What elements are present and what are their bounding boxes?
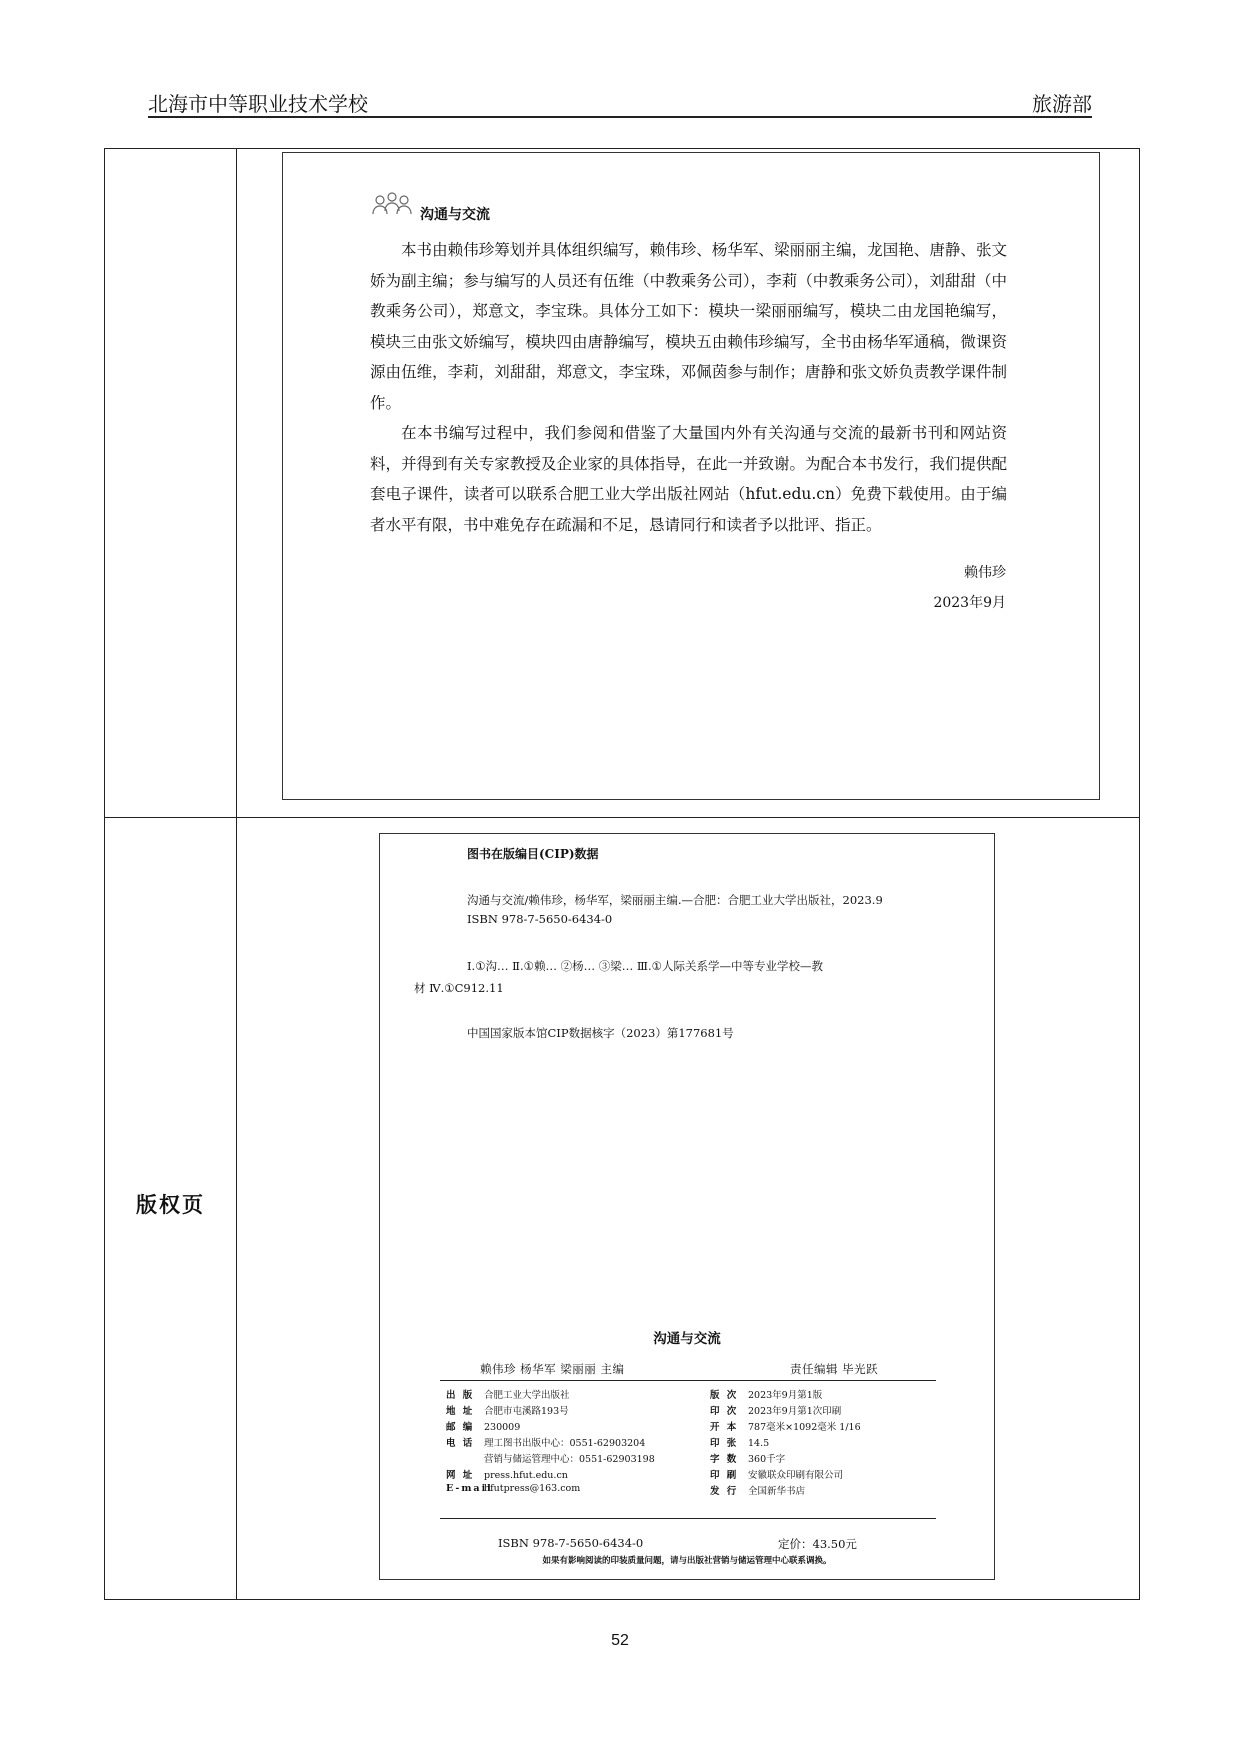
colophon-right-item: 字 数 360千字 xyxy=(710,1454,786,1465)
colophon-left-item: 地 址 合肥市屯溪路193号 xyxy=(446,1406,569,1417)
colophon-left-item: 网 址 press.hfut.edu.cn xyxy=(446,1470,568,1481)
page-number: 52 xyxy=(611,1632,629,1649)
preface-paragraph-2: 在本书编写过程中，我们参阅和借鉴了大量国内外有关沟通与交流的最新书刊和网站资料，并得到有关专家教授及企业家的具体指导，在此一并致谢。为配合本书发行，我们提供配套电子课件，读者可以联系合肥工业大学出版社网站（hfut.edu.cn）免费下载使用。由于编者水平有限，书中难免存在疏漏和不足，恳请同行和读者予以批评、指正。 xyxy=(370,424,1007,534)
cip-heading: 图书在版编目(CIP)数据 xyxy=(467,847,599,861)
colophon-left-item: 电 话 理工图书出版中心：0551-62903204 xyxy=(446,1438,646,1449)
copyright-page xyxy=(379,833,995,1580)
colophon-right-item: 印 次 2023年9月第1次印刷 xyxy=(710,1406,842,1417)
colophon-left-item: 出 版 合肥工业大学出版社 xyxy=(446,1390,570,1401)
row-label-copyright: 版权页 xyxy=(136,1192,205,1217)
department-name: 旅游部 xyxy=(1032,92,1092,116)
cip-line-3: Ⅰ.①沟… Ⅱ.①赖… ②杨… ③梁… Ⅲ.①人际关系学—中等专业学校—教 xyxy=(467,959,823,973)
preface-title-text: 沟通与交流 xyxy=(420,207,490,223)
book-authors: 赖伟珍 杨华军 梁丽丽 主编 xyxy=(480,1362,625,1376)
colophon-bottom-rule xyxy=(440,1518,936,1519)
quality-note: 如果有影响阅读的印装质量问题，请与出版社营销与储运管理中心联系调换。 xyxy=(542,1556,832,1566)
book-editor: 责任编辑 毕光跃 xyxy=(790,1362,879,1376)
preface-body xyxy=(370,235,1007,540)
colophon-right-item: 印 张 14.5 xyxy=(710,1438,770,1449)
preface-paragraph-1: 本书由赖伟珍筹划并具体组织编写，赖伟珍、杨华军、梁丽丽主编，龙国艳、唐静、张文娇为副主编；参与编写的人员还有伍维（中教乘务公司），李莉（中教乘务公司），刘甜甜（中教乘务公司），郑意文，李宝珠。具体分工如下：模块一梁丽丽编写，模块二由龙国艳编写，模块三由张文娇编写，模块四由唐静编写，模块五由赖伟珍编写，全书由杨华军通稿，微课资源由伍维，李莉，刘甜甜，郑意文，李宝珠，邓佩茵参与制作；唐静和张文娇负责教学课件制作。 xyxy=(370,241,1007,412)
book-title: 沟通与交流 xyxy=(653,1331,721,1347)
preface-signature-block xyxy=(933,558,1006,618)
cip-line-1: 沟通与交流/赖伟珍，杨华军，梁丽丽主编.—合肥：合肥工业大学出版社，2023.9 xyxy=(467,893,883,907)
column-divider xyxy=(236,149,237,1599)
colophon-top-rule xyxy=(440,1380,936,1381)
page-header xyxy=(148,86,1092,118)
colophon-left-item: 邮 编 230009 xyxy=(446,1422,521,1433)
colophon-right-item: 版 次 2023年9月第1版 xyxy=(710,1390,823,1401)
colophon-right-item: 印 刷 安徽联众印刷有限公司 xyxy=(710,1470,844,1481)
book-price: 定价：43.50元 xyxy=(778,1537,857,1551)
row-divider xyxy=(105,817,1139,818)
cip-line-2: ISBN 978-7-5650-6434-0 xyxy=(467,912,613,926)
colophon-right-item: 发 行 全国新华书店 xyxy=(710,1486,806,1497)
colophon-left-item: 营销与储运管理中心：0551-62903198 xyxy=(484,1454,655,1465)
cip-line-4: 材 Ⅳ.①C912.11 xyxy=(414,981,504,995)
preface-date: 2023年9月 xyxy=(933,595,1006,611)
colophon-left-item: E-mailhfutpress@163.com xyxy=(446,1483,581,1494)
people-group-icon xyxy=(370,190,414,220)
preface-page xyxy=(282,152,1100,800)
cip-line-5: 中国国家版本馆CIP数据核字（2023）第177681号 xyxy=(467,1026,734,1040)
colophon-right-item: 开 本 787毫米×1092毫米 1/16 xyxy=(710,1422,861,1433)
school-name: 北海市中等职业技术学校 xyxy=(148,92,368,116)
preface-signature: 赖伟珍 xyxy=(964,565,1006,581)
book-isbn: ISBN 978-7-5650-6434-0 xyxy=(498,1536,644,1550)
